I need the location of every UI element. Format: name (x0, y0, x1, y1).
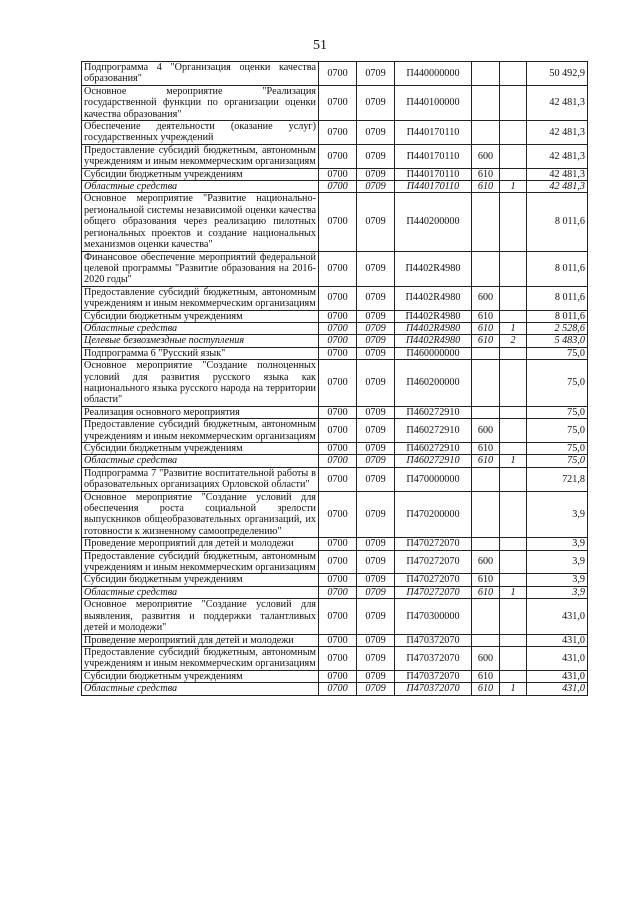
table-row (82, 322, 588, 334)
expense-type-cell (472, 193, 500, 251)
table-row (82, 360, 588, 407)
expense-type-cell (472, 599, 500, 634)
subsection-code-cell: 0709 (357, 406, 395, 418)
target-item-cell: П470372070 (395, 634, 472, 646)
funding-source-cell (500, 599, 527, 634)
target-item-cell: П440000000 (395, 62, 472, 86)
target-item-cell: П460200000 (395, 360, 472, 407)
target-item-cell: П460272910 (395, 406, 472, 418)
funding-source-cell: 1 (500, 181, 527, 193)
target-item-cell: П470272070 (395, 538, 472, 550)
subsection-code-cell: 0709 (357, 85, 395, 120)
item-name-cell: Основное мероприятие "Создание условий для выявления, развития и поддержки талантливых детей и молодежи" (82, 599, 319, 634)
amount-cell: 3,9 (527, 538, 588, 550)
funding-source-cell (500, 286, 527, 310)
subsection-code-cell: 0709 (357, 62, 395, 86)
table-row (82, 443, 588, 455)
table-row (82, 62, 588, 86)
section-code-cell: 0700 (319, 491, 357, 538)
amount-cell: 431,0 (527, 670, 588, 682)
amount-cell: 721,8 (527, 467, 588, 491)
table-row (82, 347, 588, 359)
subsection-code-cell: 0709 (357, 144, 395, 168)
subsection-code-cell: 0709 (357, 683, 395, 695)
table-row (82, 491, 588, 538)
subsection-code-cell: 0709 (357, 168, 395, 180)
amount-cell: 75,0 (527, 419, 588, 443)
section-code-cell: 0700 (319, 286, 357, 310)
subsection-code-cell: 0709 (357, 455, 395, 467)
budget-table-body (82, 62, 588, 696)
target-item-cell: П470372070 (395, 646, 472, 670)
item-name-cell: Проведение мероприятий для детей и молодежи (82, 634, 319, 646)
amount-cell: 8 011,6 (527, 251, 588, 286)
table-row (82, 467, 588, 491)
funding-source-cell (500, 670, 527, 682)
section-code-cell: 0700 (319, 443, 357, 455)
table-row (82, 193, 588, 251)
funding-source-cell (500, 491, 527, 538)
funding-source-cell: 1 (500, 322, 527, 334)
section-code-cell: 0700 (319, 586, 357, 598)
funding-source-cell (500, 310, 527, 322)
target-item-cell: П470272070 (395, 550, 472, 574)
expense-type-cell: 610 (472, 168, 500, 180)
subsection-code-cell: 0709 (357, 121, 395, 145)
amount-cell: 5 483,0 (527, 335, 588, 347)
expense-type-cell: 610 (472, 670, 500, 682)
table-row (82, 310, 588, 322)
expense-type-cell: 600 (472, 646, 500, 670)
item-name-cell: Подпрограмма 7 "Развитие воспитательной работы в образовательных организациях Орловской области" (82, 467, 319, 491)
expense-type-cell: 600 (472, 286, 500, 310)
target-item-cell: П470372070 (395, 683, 472, 695)
target-item-cell: П440170110 (395, 121, 472, 145)
section-code-cell: 0700 (319, 62, 357, 86)
item-name-cell: Областные средства (82, 455, 319, 467)
subsection-code-cell: 0709 (357, 419, 395, 443)
target-item-cell: П460272910 (395, 455, 472, 467)
target-item-cell: П460000000 (395, 347, 472, 359)
target-item-cell: П440200000 (395, 193, 472, 251)
section-code-cell: 0700 (319, 181, 357, 193)
funding-source-cell (500, 85, 527, 120)
target-item-cell: П4402R4980 (395, 251, 472, 286)
section-code-cell: 0700 (319, 419, 357, 443)
target-item-cell: П460272910 (395, 443, 472, 455)
section-code-cell: 0700 (319, 168, 357, 180)
item-name-cell: Областные средства (82, 181, 319, 193)
target-item-cell: П470272070 (395, 586, 472, 598)
subsection-code-cell: 0709 (357, 646, 395, 670)
budget-table (81, 61, 588, 696)
section-code-cell: 0700 (319, 121, 357, 145)
section-code-cell: 0700 (319, 455, 357, 467)
expense-type-cell (472, 467, 500, 491)
table-row (82, 181, 588, 193)
item-name-cell: Областные средства (82, 683, 319, 695)
item-name-cell: Областные средства (82, 586, 319, 598)
section-code-cell: 0700 (319, 538, 357, 550)
subsection-code-cell: 0709 (357, 286, 395, 310)
subsection-code-cell: 0709 (357, 347, 395, 359)
section-code-cell: 0700 (319, 347, 357, 359)
amount-cell: 75,0 (527, 406, 588, 418)
subsection-code-cell: 0709 (357, 467, 395, 491)
table-row (82, 168, 588, 180)
amount-cell: 431,0 (527, 683, 588, 695)
item-name-cell: Основное мероприятие "Реализация государственной функции по организации оценки качества образования" (82, 85, 319, 120)
expense-type-cell: 610 (472, 335, 500, 347)
item-name-cell: Предоставление субсидий бюджетным, автономным учреждениям и иным некоммерческим организациям (82, 419, 319, 443)
amount-cell: 3,9 (527, 586, 588, 598)
funding-source-cell (500, 121, 527, 145)
amount-cell: 3,9 (527, 574, 588, 586)
funding-source-cell (500, 634, 527, 646)
section-code-cell: 0700 (319, 646, 357, 670)
amount-cell: 8 011,6 (527, 286, 588, 310)
page-number: 51 (313, 38, 327, 53)
target-item-cell: П440170110 (395, 181, 472, 193)
funding-source-cell: 2 (500, 335, 527, 347)
amount-cell: 3,9 (527, 491, 588, 538)
funding-source-cell (500, 574, 527, 586)
funding-source-cell: 1 (500, 683, 527, 695)
expense-type-cell (472, 121, 500, 145)
expense-type-cell: 610 (472, 586, 500, 598)
amount-cell: 75,0 (527, 455, 588, 467)
subsection-code-cell: 0709 (357, 181, 395, 193)
item-name-cell: Реализация основного мероприятия (82, 406, 319, 418)
funding-source-cell: 1 (500, 586, 527, 598)
section-code-cell: 0700 (319, 193, 357, 251)
table-row (82, 121, 588, 145)
funding-source-cell (500, 443, 527, 455)
funding-source-cell (500, 550, 527, 574)
table-row (82, 335, 588, 347)
table-row (82, 455, 588, 467)
subsection-code-cell: 0709 (357, 322, 395, 334)
subsection-code-cell: 0709 (357, 360, 395, 407)
subsection-code-cell: 0709 (357, 574, 395, 586)
expense-type-cell: 610 (472, 322, 500, 334)
amount-cell: 8 011,6 (527, 310, 588, 322)
section-code-cell: 0700 (319, 310, 357, 322)
expense-type-cell (472, 62, 500, 86)
funding-source-cell (500, 144, 527, 168)
amount-cell: 75,0 (527, 360, 588, 407)
amount-cell: 431,0 (527, 634, 588, 646)
item-name-cell: Областные средства (82, 322, 319, 334)
subsection-code-cell: 0709 (357, 586, 395, 598)
target-item-cell: П440100000 (395, 85, 472, 120)
item-name-cell: Основное мероприятие "Создание полноценных условий для развития русского языка как национального языка русского народа на территории области" (82, 360, 319, 407)
table-row (82, 251, 588, 286)
item-name-cell: Предоставление субсидий бюджетным, автономным учреждениям и иным некоммерческим организациям (82, 286, 319, 310)
target-item-cell: П470372070 (395, 670, 472, 682)
subsection-code-cell: 0709 (357, 491, 395, 538)
expense-type-cell: 600 (472, 144, 500, 168)
funding-source-cell (500, 467, 527, 491)
funding-source-cell (500, 360, 527, 407)
amount-cell: 42 481,3 (527, 144, 588, 168)
section-code-cell: 0700 (319, 599, 357, 634)
item-name-cell: Подпрограмма 4 "Организация оценки качества образования" (82, 62, 319, 86)
section-code-cell: 0700 (319, 550, 357, 574)
item-name-cell: Субсидии бюджетным учреждениям (82, 168, 319, 180)
item-name-cell: Субсидии бюджетным учреждениям (82, 670, 319, 682)
subsection-code-cell: 0709 (357, 251, 395, 286)
section-code-cell: 0700 (319, 251, 357, 286)
item-name-cell: Субсидии бюджетным учреждениям (82, 310, 319, 322)
expense-type-cell: 610 (472, 574, 500, 586)
item-name-cell: Предоставление субсидий бюджетным, автономным учреждениям и иным некоммерческим организациям (82, 144, 319, 168)
funding-source-cell (500, 406, 527, 418)
table-row (82, 406, 588, 418)
amount-cell: 50 492,9 (527, 62, 588, 86)
table-row (82, 683, 588, 695)
amount-cell: 42 481,3 (527, 85, 588, 120)
amount-cell: 431,0 (527, 599, 588, 634)
table-row (82, 550, 588, 574)
table-row (82, 670, 588, 682)
table-row (82, 538, 588, 550)
expense-type-cell: 600 (472, 550, 500, 574)
subsection-code-cell: 0709 (357, 599, 395, 634)
funding-source-cell (500, 251, 527, 286)
subsection-code-cell: 0709 (357, 335, 395, 347)
expense-type-cell (472, 634, 500, 646)
amount-cell: 42 481,3 (527, 181, 588, 193)
expense-type-cell (472, 251, 500, 286)
target-item-cell: П470300000 (395, 599, 472, 634)
expense-type-cell (472, 491, 500, 538)
table-row (82, 586, 588, 598)
table-row (82, 419, 588, 443)
subsection-code-cell: 0709 (357, 193, 395, 251)
target-item-cell: П460272910 (395, 419, 472, 443)
amount-cell: 3,9 (527, 550, 588, 574)
item-name-cell: Проведение мероприятий для детей и молодежи (82, 538, 319, 550)
expense-type-cell (472, 347, 500, 359)
section-code-cell: 0700 (319, 634, 357, 646)
section-code-cell: 0700 (319, 360, 357, 407)
subsection-code-cell: 0709 (357, 538, 395, 550)
amount-cell: 2 528,6 (527, 322, 588, 334)
target-item-cell: П470200000 (395, 491, 472, 538)
item-name-cell: Предоставление субсидий бюджетным, автономным учреждениям и иным некоммерческим организациям (82, 646, 319, 670)
table-row (82, 646, 588, 670)
subsection-code-cell: 0709 (357, 443, 395, 455)
expense-type-cell (472, 360, 500, 407)
funding-source-cell (500, 538, 527, 550)
funding-source-cell (500, 347, 527, 359)
table-row (82, 599, 588, 634)
amount-cell: 75,0 (527, 347, 588, 359)
section-code-cell: 0700 (319, 85, 357, 120)
amount-cell: 75,0 (527, 443, 588, 455)
table-row (82, 144, 588, 168)
section-code-cell: 0700 (319, 144, 357, 168)
amount-cell: 42 481,3 (527, 168, 588, 180)
section-code-cell: 0700 (319, 467, 357, 491)
expense-type-cell (472, 538, 500, 550)
section-code-cell: 0700 (319, 670, 357, 682)
item-name-cell: Обеспечение деятельности (оказание услуг) государственных учреждений (82, 121, 319, 145)
target-item-cell: П4402R4980 (395, 286, 472, 310)
section-code-cell: 0700 (319, 322, 357, 334)
amount-cell: 431,0 (527, 646, 588, 670)
section-code-cell: 0700 (319, 406, 357, 418)
section-code-cell: 0700 (319, 574, 357, 586)
item-name-cell: Подпрограмма 6 "Русский язык" (82, 347, 319, 359)
funding-source-cell (500, 419, 527, 443)
subsection-code-cell: 0709 (357, 670, 395, 682)
item-name-cell: Субсидии бюджетным учреждениям (82, 443, 319, 455)
amount-cell: 8 011,6 (527, 193, 588, 251)
target-item-cell: П470272070 (395, 574, 472, 586)
amount-cell: 42 481,3 (527, 121, 588, 145)
funding-source-cell (500, 646, 527, 670)
section-code-cell: 0700 (319, 335, 357, 347)
target-item-cell: П4402R4980 (395, 335, 472, 347)
target-item-cell: П4402R4980 (395, 310, 472, 322)
expense-type-cell: 600 (472, 419, 500, 443)
expense-type-cell: 610 (472, 443, 500, 455)
expense-type-cell: 610 (472, 455, 500, 467)
target-item-cell: П440170110 (395, 168, 472, 180)
expense-type-cell (472, 406, 500, 418)
item-name-cell: Целевые безвозмездные поступления (82, 335, 319, 347)
table-row (82, 574, 588, 586)
target-item-cell: П470000000 (395, 467, 472, 491)
item-name-cell: Субсидии бюджетным учреждениям (82, 574, 319, 586)
funding-source-cell (500, 62, 527, 86)
funding-source-cell (500, 168, 527, 180)
item-name-cell: Основное мероприятие "Создание условий для обеспечения роста социальной зрелости выпускников общеобразовательных организаций, их готовности к жизненному самоопределению" (82, 491, 319, 538)
expense-type-cell: 610 (472, 181, 500, 193)
subsection-code-cell: 0709 (357, 550, 395, 574)
expense-type-cell: 610 (472, 310, 500, 322)
target-item-cell: П4402R4980 (395, 322, 472, 334)
table-row (82, 85, 588, 120)
target-item-cell: П440170110 (395, 144, 472, 168)
item-name-cell: Финансовое обеспечение мероприятий федеральной целевой программы "Развитие образования на 2016-2020 годы" (82, 251, 319, 286)
table-row (82, 634, 588, 646)
table-row (82, 286, 588, 310)
subsection-code-cell: 0709 (357, 310, 395, 322)
subsection-code-cell: 0709 (357, 634, 395, 646)
item-name-cell: Предоставление субсидий бюджетным, автономным учреждениям и иным некоммерческим организациям (82, 550, 319, 574)
expense-type-cell: 610 (472, 683, 500, 695)
funding-source-cell (500, 193, 527, 251)
expense-type-cell (472, 85, 500, 120)
section-code-cell: 0700 (319, 683, 357, 695)
funding-source-cell: 1 (500, 455, 527, 467)
item-name-cell: Основное мероприятие "Развитие национально-региональной системы независимой оценки качества общего образования через реализацию пилотных региональных проектов и создание национальных механизмов оценки качества" (82, 193, 319, 251)
